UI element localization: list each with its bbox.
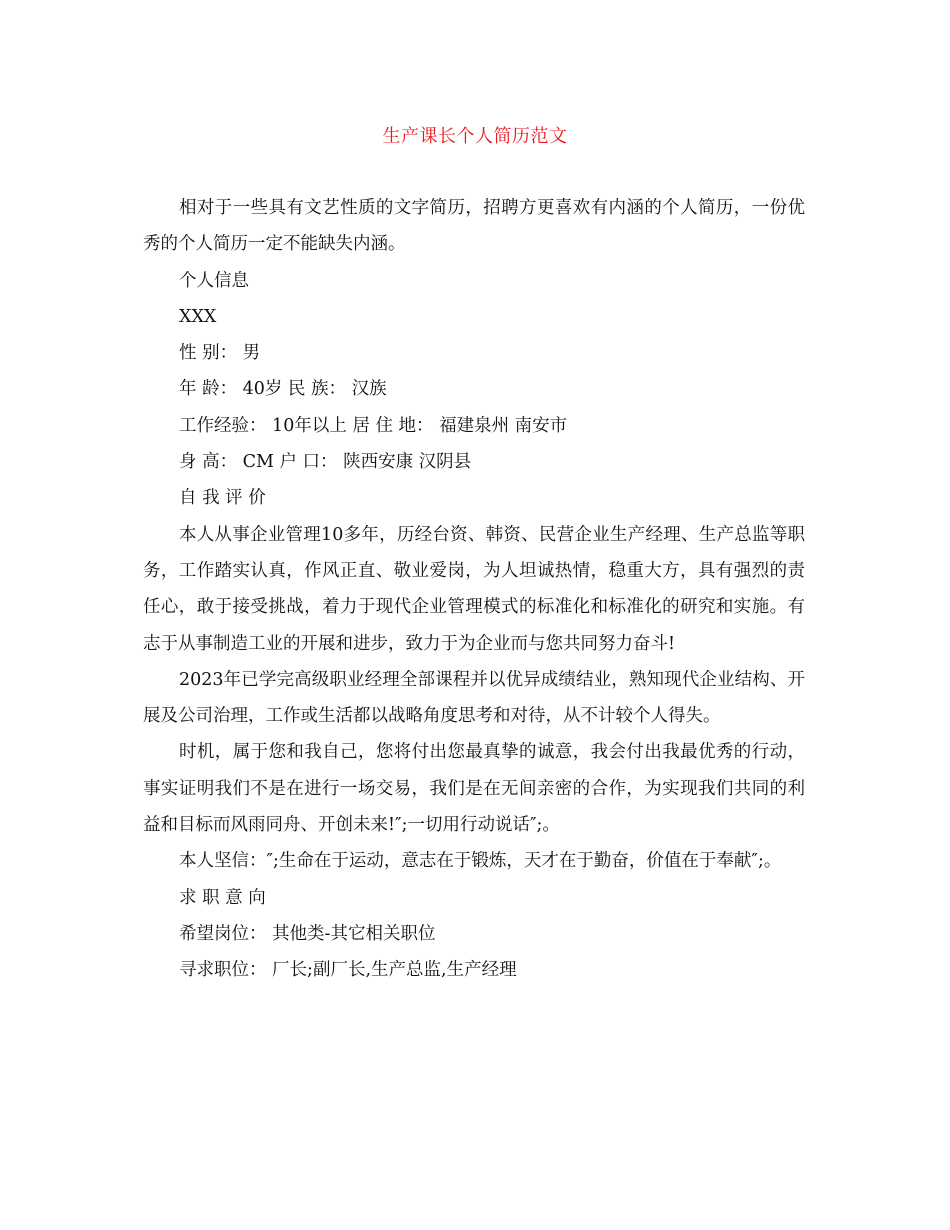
self-evaluation-paragraph-1: 本人从事企业管理10多年，历经台资、韩资、民营企业生产经理、生产总监等职务，工作踏实认真，作风正直、敬业爱岗，为人坦诚热情，稳重大方，具有强烈的责任心，敢于接受挑战，着力于现代企业管理模式的标准化和标准化的研究和实施。有志于从事制造工业的开展和进步，致力于为企业而与您共同努力奋斗! bbox=[143, 524, 805, 654]
desired-position-line: 希望岗位： 其他类-其它相关职位 bbox=[179, 923, 436, 944]
section-heading-job-intention: 求 职 意 向 bbox=[179, 887, 266, 908]
intro-paragraph: 相对于一些具有文艺性质的文字简历，招聘方更喜欢有内涵的个人简历，一份优秀的个人简历一定不能缺失内涵。 bbox=[143, 198, 805, 255]
self-evaluation-paragraph-3: 时机，属于您和我自己，您将付出您最真挚的诚意，我会付出我最优秀的行动，事实证明我们不是在进行一场交易，我们是在无间亲密的合作，为实现我们共同的利益和目标而风雨同舟、开创未来!″;一切用行动说话″;。 bbox=[143, 742, 805, 836]
self-evaluation-paragraph-2: 2023年已学完高级职业经理全部课程并以优异成绩结业，熟知现代企业结构、开展及公司治理，工作或生活都以战略角度思考和对待，从不计较个人得失。 bbox=[143, 669, 805, 727]
document-title: 生产课长个人简历范文 bbox=[382, 126, 568, 147]
self-evaluation-paragraph-4: 本人坚信：″;生命在于运动，意志在于锻炼，天才在于勤奋，价值在于奉献″;。 bbox=[179, 851, 782, 872]
age-ethnicity-line: 年 龄： 40岁 民 族： 汉族 bbox=[179, 379, 387, 400]
gender-line: 性 别： 男 bbox=[179, 343, 261, 364]
sought-position-line: 寻求职位： 厂长;副厂长,生产总监,生产经理 bbox=[179, 960, 517, 981]
experience-residence-line: 工作经验： 10年以上 居 住 地： 福建泉州 南安市 bbox=[179, 415, 568, 436]
section-heading-personal-info: 个人信息 bbox=[179, 270, 249, 291]
height-hukou-line: 身 高： CM 户 口： 陕西安康 汉阴县 bbox=[179, 452, 472, 473]
document-body bbox=[143, 190, 805, 989]
section-heading-self-evaluation: 自 我 评 价 bbox=[179, 488, 266, 509]
name-line: XXX bbox=[179, 306, 217, 327]
